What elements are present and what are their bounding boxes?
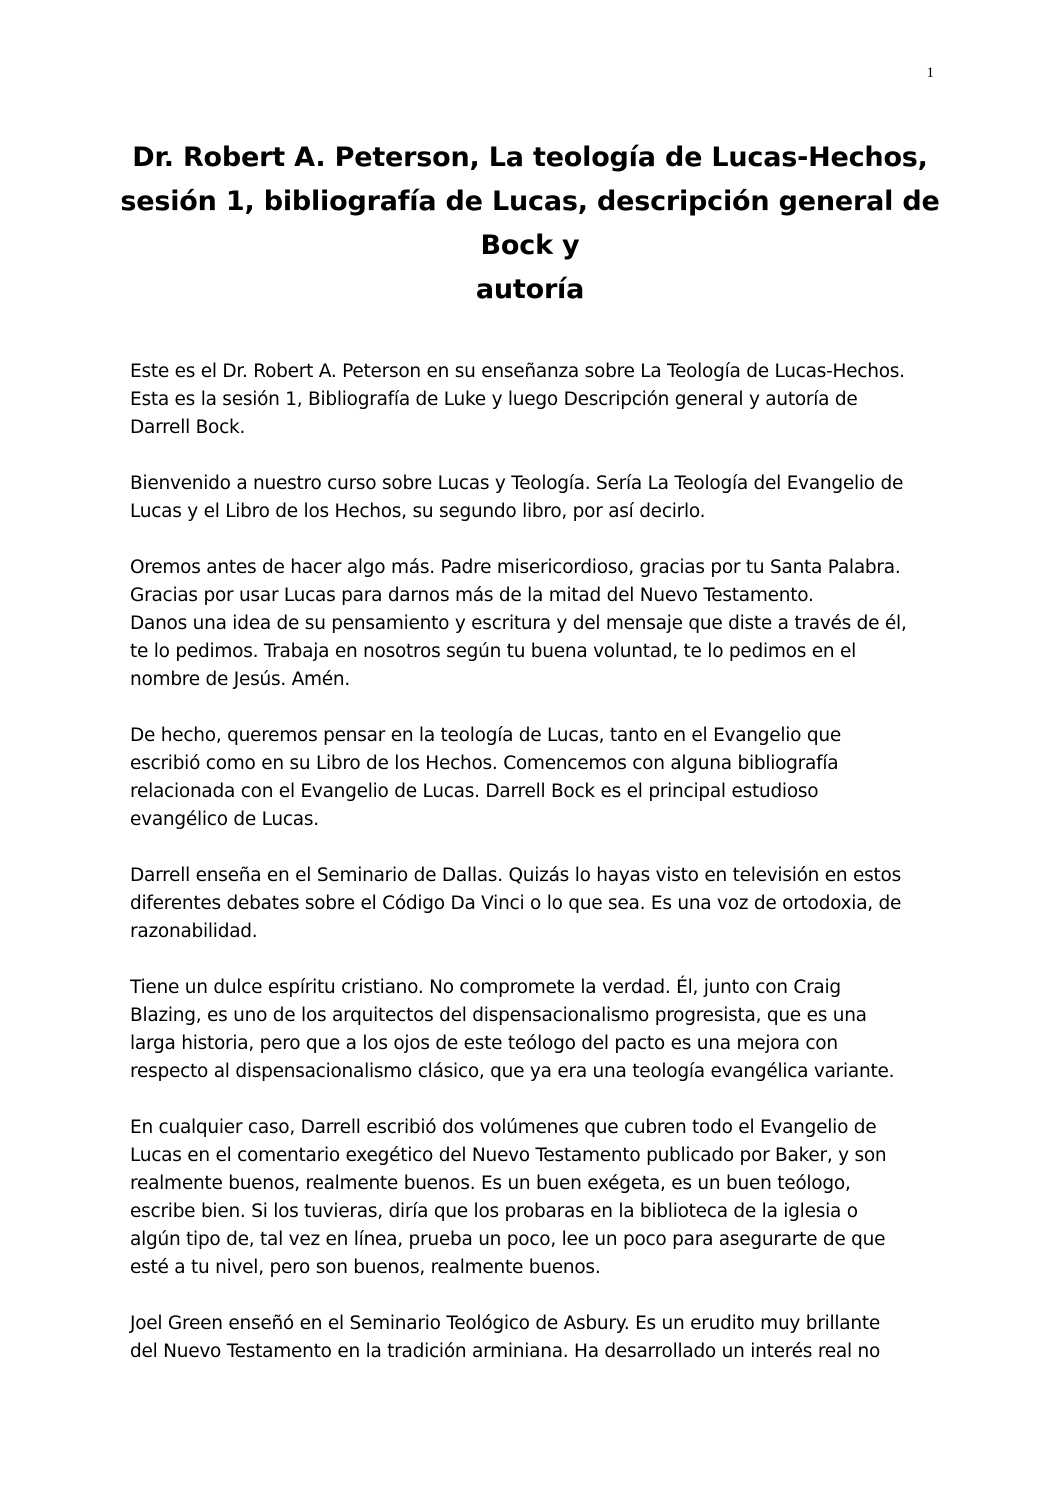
paragraph xyxy=(130,722,930,834)
paragraph xyxy=(130,554,930,694)
title-line: Dr. Robert A. Peterson, La teología de Lucas-Hechos, xyxy=(132,142,928,173)
text-line: Blazing, es uno de los arquitectos del dispensacionalismo progresista, que es una xyxy=(130,1005,867,1026)
text-line: escribió como en su Libro de los Hechos. Comencemos con alguna bibliografía xyxy=(130,753,839,774)
document-title xyxy=(110,136,950,312)
text-line: Tiene un dulce espíritu cristiano. No compromete la verdad. Él, junto con Craig xyxy=(130,977,841,998)
paragraph xyxy=(130,974,930,1086)
text-line: escribe bien. Si los tuvieras, diría que los probaras en la biblioteca de la iglesia o xyxy=(130,1201,858,1222)
title-line: sesión 1, bibliografía de Lucas, descripción general de xyxy=(120,186,940,217)
text-line: Esta es la sesión 1, Bibliografía de Luke y luego Descripción general y autoría de xyxy=(130,389,858,410)
text-line: larga historia, pero que a los ojos de este teólogo del pacto es una mejora con xyxy=(130,1033,838,1054)
text-line: Bienvenido a nuestro curso sobre Lucas y Teología. Sería La Teología del Evangelio de xyxy=(130,473,904,494)
text-line: realmente buenos, realmente buenos. Es un buen exégeta, es un buen teólogo, xyxy=(130,1173,851,1194)
text-line: esté a tu nivel, pero son buenos, realmente buenos. xyxy=(130,1257,601,1278)
text-line: Lucas y el Libro de los Hechos, su segundo libro, por así decirlo. xyxy=(130,501,706,522)
text-line: nombre de Jesús. Amén. xyxy=(130,669,351,690)
text-line: Este es el Dr. Robert A. Peterson en su enseñanza sobre La Teología de Lucas-Hechos. xyxy=(130,361,905,382)
text-line: Joel Green enseñó en el Seminario Teológico de Asbury. Es un erudito muy brillante xyxy=(130,1313,880,1334)
text-line: te lo pedimos. Trabaja en nosotros según tu buena voluntad, te lo pedimos en el xyxy=(130,641,857,662)
text-line: Lucas en el comentario exegético del Nuevo Testamento publicado por Baker, y son xyxy=(130,1145,887,1166)
text-line: algún tipo de, tal vez en línea, prueba un poco, lee un poco para asegurarte de que xyxy=(130,1229,886,1250)
title-line: autoría xyxy=(475,274,585,305)
paragraph xyxy=(130,1310,930,1366)
text-line: Darrell enseña en el Seminario de Dallas. Quizás lo hayas visto en televisión en estos xyxy=(130,865,901,886)
paragraph xyxy=(130,862,930,946)
text-line: del Nuevo Testamento en la tradición arminiana. Ha desarrollado un interés real no xyxy=(130,1341,881,1362)
text-line: Gracias por usar Lucas para darnos más de la mitad del Nuevo Testamento. xyxy=(130,585,814,606)
text-line: evangélico de Lucas. xyxy=(130,809,319,830)
text-line: En cualquier caso, Darrell escribió dos volúmenes que cubren todo el Evangelio de xyxy=(130,1117,877,1138)
document-body xyxy=(130,358,930,1394)
title-line: Bock y xyxy=(480,230,580,261)
text-line: Danos una idea de su pensamiento y escritura y del mensaje que diste a través de él, xyxy=(130,613,907,634)
text-line: Darrell Bock. xyxy=(130,417,246,438)
paragraph xyxy=(130,470,930,526)
text-line: De hecho, queremos pensar en la teología de Lucas, tanto en el Evangelio que xyxy=(130,725,841,746)
text-line: Oremos antes de hacer algo más. Padre misericordioso, gracias por tu Santa Palabra. xyxy=(130,557,901,578)
text-line: razonabilidad. xyxy=(130,921,258,942)
paragraph xyxy=(130,1114,930,1282)
text-line: relacionada con el Evangelio de Lucas. Darrell Bock es el principal estudioso xyxy=(130,781,819,802)
text-line: diferentes debates sobre el Código Da Vinci o lo que sea. Es una voz de ortodoxia, de xyxy=(130,893,902,914)
text-line: respecto al dispensacionalismo clásico, que ya era una teología evangélica variante. xyxy=(130,1061,895,1082)
paragraph xyxy=(130,358,930,442)
page-number: 1 xyxy=(926,65,934,81)
